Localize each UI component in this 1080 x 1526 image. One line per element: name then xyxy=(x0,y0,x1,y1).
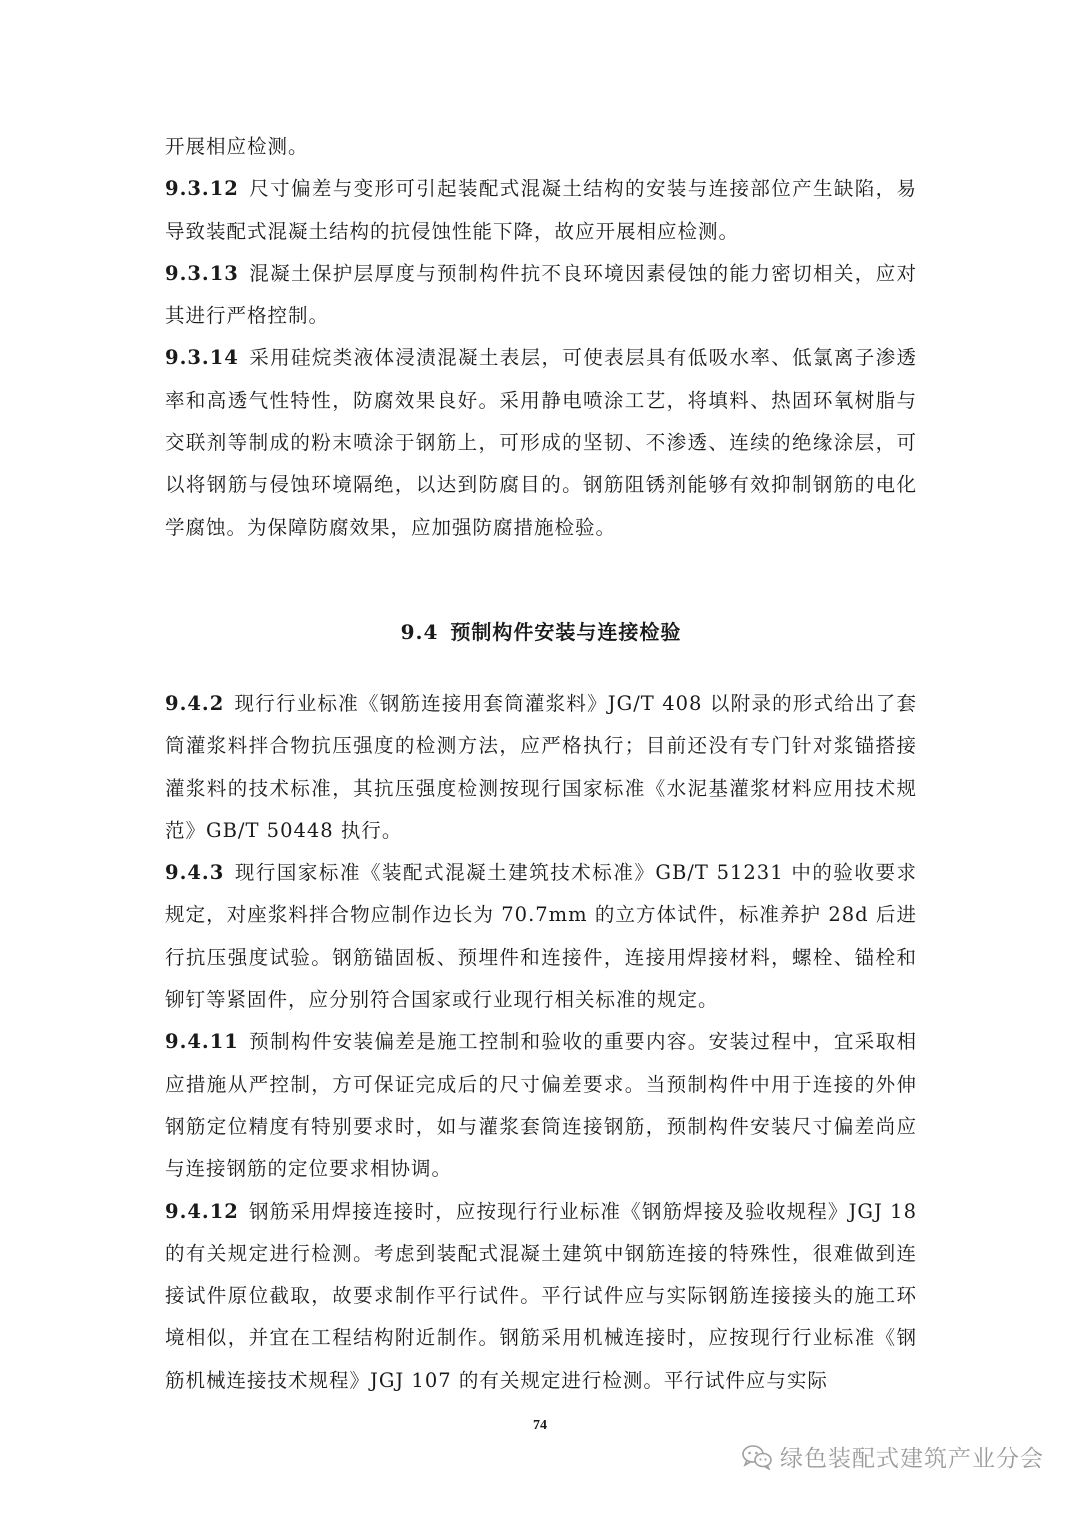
paragraph: 开展相应检测。 xyxy=(165,135,309,158)
clause-9-4-2 xyxy=(165,683,917,852)
section-title-text: 预制构件安装与连接检验 xyxy=(450,619,682,644)
watermark-text: 绿色装配式建筑产业分会 xyxy=(780,1446,1044,1472)
clause-text: 采用硅烷类液体浸渍混凝土表层，可使表层具有低吸水率、低氯离子渗透率和高透气性特性，防腐效果良好。采用静电喷涂工艺，将填料、热固环氧树脂与交联剂等制成的粉末喷涂于钢筋上，可形成的坚韧、不渗透、连续的绝缘涂层，可以将钢筋与侵蚀环境隔绝，以达到防腐目的。钢筋阻锈剂能够有效抑制钢筋的电化学腐蚀。为保障防腐效果，应加强防腐措施检验。 xyxy=(165,346,917,539)
clause-number: 9.4.2 xyxy=(165,691,225,715)
clause-text: 现行行业标准《钢筋连接用套筒灌浆料》JG/T 408 以附录的形式给出了套筒灌浆料拌合物抗压强度的检测方法，应严格执行；目前还没有专门针对浆锚搭接灌浆料的技术标准，其抗压强度检测按现行国家标准《水泥基灌浆材料应用技术规范》GB/T 50448 执行。 xyxy=(165,691,917,842)
clause-9-4-12 xyxy=(165,1191,917,1402)
section-number: 9.4 xyxy=(400,619,439,644)
clause-number: 9.4.3 xyxy=(165,861,225,885)
clause-text: 混凝土保护层厚度与预制构件抗不良环境因素侵蚀的能力密切相关，应对其进行严格控制。 xyxy=(165,261,917,328)
clause-text: 钢筋采用焊接连接时，应按现行行业标准《钢筋焊接及验收规程》JGJ 18 的有关规定进行检测。考虑到装配式混凝土建筑中钢筋连接的特殊性，很难做到连接试件原位截取，故要求制作平行试件。平行试件应与实际钢筋连接接头的施工环境相似，并宜在工程结构附近制作。钢筋采用机械连接时，应按现行行业标准《钢筋机械连接技术规程》JGJ 107 的有关规定进行检测。平行试件应与实际 xyxy=(165,1199,917,1392)
page-content xyxy=(165,126,917,1402)
clause-9-3-13 xyxy=(165,253,917,338)
clause-9-4-3 xyxy=(165,852,917,1021)
clause-number: 9.3.13 xyxy=(165,261,239,285)
clause-number: 9.4.12 xyxy=(165,1199,239,1223)
page-number: 74 xyxy=(533,1418,547,1433)
wechat-watermark xyxy=(742,1440,1044,1473)
section-heading xyxy=(165,611,917,653)
clause-text: 预制构件安装偏差是施工控制和验收的重要内容。安装过程中，宜采取相应措施从严控制，方可保证完成后的尺寸偏差要求。当预制构件中用于连接的外伸钢筋定位精度有特别要求时，如与灌浆套筒连接钢筋，预制构件安装尺寸偏差尚应与连接钢筋的定位要求相协调。 xyxy=(165,1030,917,1181)
clause-text: 现行国家标准《装配式混凝土建筑技术标准》GB/T 51231 中的验收要求规定，对座浆料拌合物应制作边长为 70.7mm 的立方体试件，标准养护 28d 后进行抗压强度试验。钢筋锚固板、预埋件和连接件，连接用焊接材料，螺栓、锚栓和铆钉等紧固件，应分别符合国家或行业现行相关标准的规定。 xyxy=(165,861,917,1012)
clause-9-4-11 xyxy=(165,1021,917,1190)
clause-9-3-12 xyxy=(165,168,917,253)
clause-number: 9.3.14 xyxy=(165,346,239,370)
clause-number: 9.3.12 xyxy=(165,177,239,201)
wechat-icon xyxy=(742,1444,772,1470)
clause-number: 9.4.11 xyxy=(165,1030,239,1054)
clause-text: 尺寸偏差与变形可引起装配式混凝土结构的安装与连接部位产生缺陷，易导致装配式混凝土结构的抗侵蚀性能下降，故应开展相应检测。 xyxy=(165,177,917,243)
clause-9-3-14 xyxy=(165,337,917,548)
